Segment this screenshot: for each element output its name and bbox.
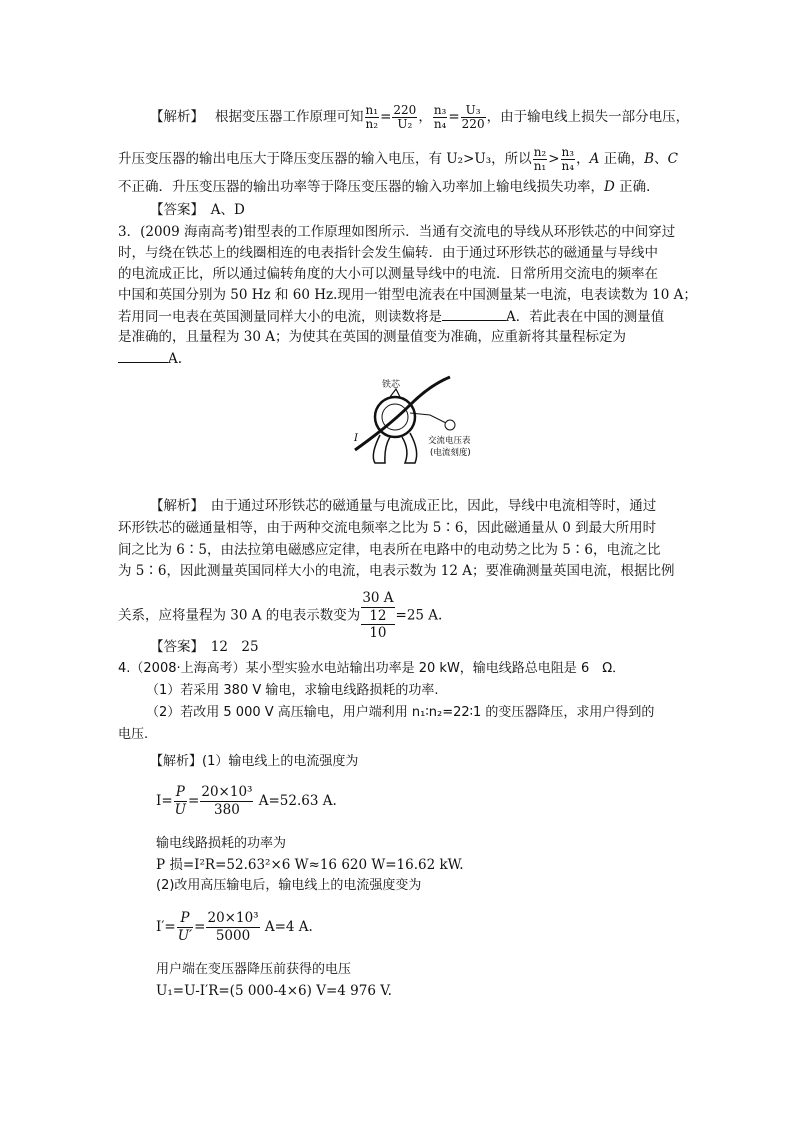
q4-line-3: （2）若改用 5 000 V 高压输电，用户端利用 n₁∶n₂=22∶1 的变压器降压，求用户得到的 <box>146 705 655 720</box>
meter-icon <box>445 420 455 430</box>
answer-blank-1 <box>442 306 506 321</box>
q3-line-4: 中国和英国分别为 50 Hz 和 60 Hz.现用一钳型电流表在中国测量某一电流，电表读数为 10 A； <box>118 287 697 303</box>
analysis-label: 【解析】 <box>150 109 198 125</box>
solution-4-line-5: 用户端在变压器降压前获得的电压 <box>156 962 352 977</box>
figure-label-core: 铁芯 <box>382 380 401 390</box>
fraction-n3-n4-b: $\frac{\text{n₃}}{\text{n₄}}$ <box>561 145 575 173</box>
solution-1-line-1: 【解析】 根据变压器工作原理可知 $\frac{\text{n₁}}{\text{n₂}}$ = $\frac{220}{\text{U₂}}$ ， $\frac{\text{n₃}}{\text{n₄}}$ = $\frac{\text{U₃}}{220}$ ，由于输电线上损失一部分电压， <box>150 103 690 131</box>
fraction-220-u2: $\frac{220}{\text{U₂}}$ <box>393 103 417 131</box>
q3-line-3: 的电流成正比，所以通过偏转角度的大小可以测量导线中的电流．日常所用交流电的频率在 <box>118 266 658 282</box>
answer-blank-2 <box>118 348 168 363</box>
q3-line-5: 若用同一电表在英国测量同样大小的电流，则读数将是 A．若此表在中国的测量值 <box>118 306 664 327</box>
solution-3-line-1: 【解析】 由于通过环形铁芯的磁通量与电流成正比，因此，导线中电流相等时，通过 <box>150 498 657 514</box>
handle-left-shape <box>373 435 390 463</box>
handle-right-shape <box>402 433 417 463</box>
compound-fraction: 30 A 12 10 <box>362 590 394 641</box>
q3-line-1: 3．(2009 海南高考)钳型表的工作原理如图所示．当通有交流电的导线从环形铁芯的中间穿过 <box>118 224 676 240</box>
solution-4-line-6: U₁=U-I′R=(5 000-4×6) V=4 976 V. <box>156 983 392 999</box>
fraction-n1-n2: $\frac{\text{n₁}}{\text{n₂}}$ <box>365 103 379 131</box>
q4-line-4: 电压. <box>118 727 149 742</box>
figure-label-scale: (电流刻度) <box>430 448 471 458</box>
answer-label: 【答案】 <box>150 202 198 218</box>
figure-label-current: I <box>354 433 358 444</box>
equation-current-2: I′= $\frac{P}{U'}$ = $\frac{\text{20×10³}}{5000}$ A=4 A. <box>156 910 313 944</box>
fraction-n2-n1: $\frac{\text{n₂}}{\text{n₁}}$ <box>533 145 547 173</box>
q3-line-2: 时，与绕在铁芯上的线圈相连的电表指针会发生偏转．由于通过环形铁芯的磁通量与导线中 <box>118 245 658 261</box>
analysis-label-3: 【解析】 <box>150 498 198 514</box>
solution-3-line-2: 环形铁芯的磁通量相等，由于两种交流电频率之比为 5∶6，因此磁通量从 0 到最大所用时 <box>118 520 657 536</box>
q3-line-6: 是准确的，且量程为 30 A；为使其在英国的测量值变为准确，应重新将其量程标定为 <box>118 329 627 345</box>
fraction-n3-n4: $\frac{\text{n₃}}{\text{n₄}}$ <box>433 103 447 131</box>
fraction-u3-220: $\frac{\text{U₃}}{220}$ <box>461 103 485 131</box>
solution-1-line-3: 不正确．升压变压器的输出功率等于降压变压器的输入功率加上输电线损失功率，D 正确． <box>118 179 660 195</box>
equation-current-1: I= $\frac{P}{U}$ = $\frac{\text{20×10³}}{380}$ A=52.63 A. <box>156 784 337 818</box>
answer-2 <box>150 637 259 657</box>
answer-label-2: 【答案】 <box>150 639 198 655</box>
solution-4-line-2: 输电线路损耗的功率为 <box>156 836 287 851</box>
clamp-meter-figure <box>350 375 500 465</box>
solution-3-line-3: 间之比为 6∶5，由法拉第电磁感应定律，电表所在电路中的电动势之比为 5∶6，电流之比 <box>118 542 661 558</box>
q3-line-7: A. <box>118 348 182 369</box>
solution-4-line-3: P 损=I²R=52.63²×6 W≈16 620 W=16.62 kW. <box>156 857 464 873</box>
figure-label-meter: 交流电压表 <box>428 436 471 446</box>
solution-4-line-1: 【解析】(1）输电线上的电流强度为 <box>150 754 359 769</box>
answer-value: A、D <box>210 202 245 218</box>
q4-line-1: 4.（2008·上海高考）某小型实验水电站输出功率是 20 kW，输电线路总电阻是 6 Ω． <box>118 661 626 676</box>
solution-3-line-5: 关系，应将量程为 30 A 的电表示数变为 30 A 12 10 =25 A. <box>118 590 443 641</box>
solution-1-line-2: 升压变压器的输出电压大于降压变压器的输入电压，有 U₂>U₃，所以 $\frac{\text{n₂}}{\text{n₁}}$ > $\frac{\text{n₃}}{\text{n₄}}$ ，A 正确，B、C <box>118 145 678 173</box>
solution-3-line-4: 为 5∶6，因此测量英国同样大小的电流，电表示数为 12 A；要准确测量英国电流，根据比例 <box>118 563 675 579</box>
q4-line-2: （1）若采用 380 V 输电，求输电线路损耗的功率. <box>146 683 439 698</box>
solution-4-line-4: (2)改用高压输电后，输电线上的电流强度变为 <box>156 878 422 893</box>
answer-1 <box>150 200 245 220</box>
answer-value-2: 12 25 <box>210 639 259 655</box>
